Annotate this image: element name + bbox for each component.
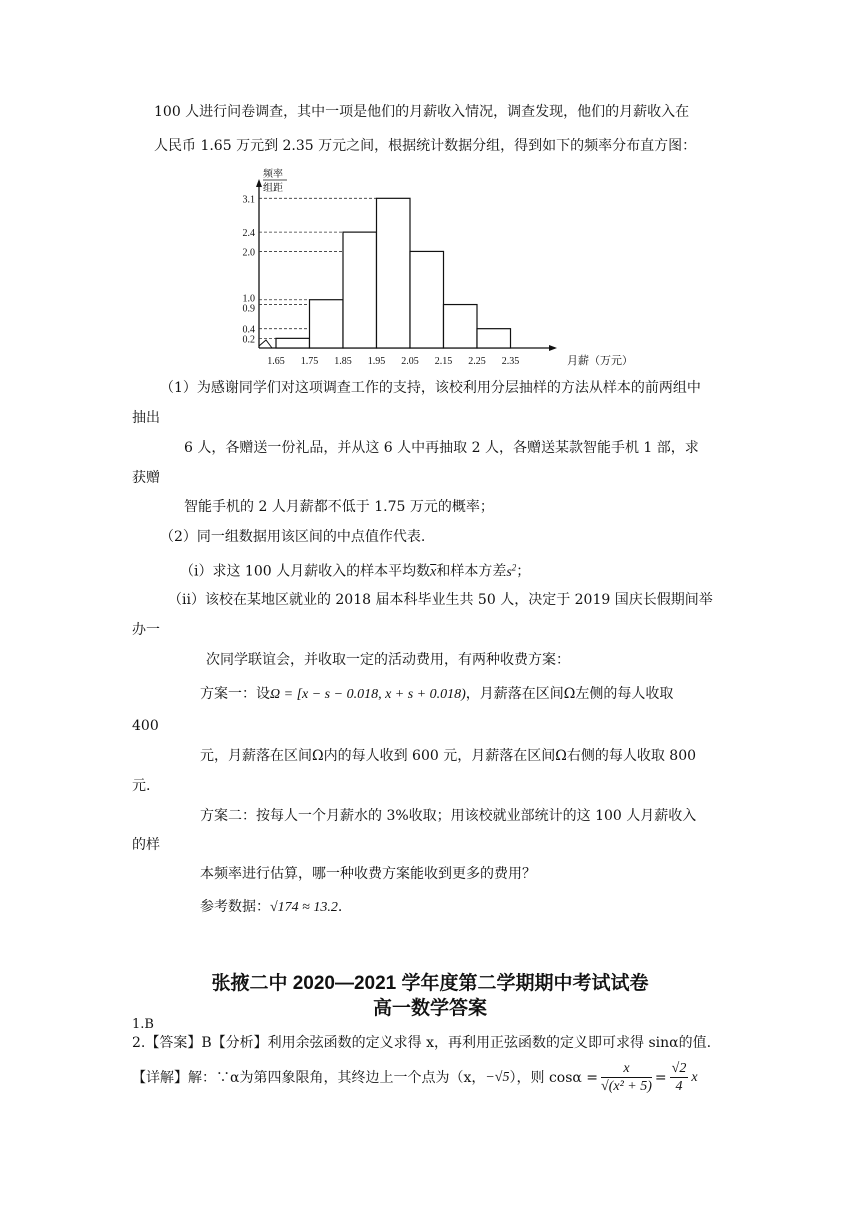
detail-text: 【详解】解：∵α为第四象限角，其终边上一个点为（x， xyxy=(132,1070,486,1086)
fraction-numerator: √2 xyxy=(671,1060,687,1076)
answer-2-detail xyxy=(132,1054,698,1102)
y-axis-label-top: 频率 xyxy=(263,169,283,180)
x-tick-label: 2.25 xyxy=(468,356,486,367)
x-tick-label: 1.85 xyxy=(334,356,352,367)
x-axis-label: 月薪（万元） xyxy=(567,355,633,367)
plan-1-line: 元. xyxy=(132,778,151,794)
plan-1-text: 方案一：设 xyxy=(200,686,270,702)
x-tick-label: 2.05 xyxy=(401,356,419,367)
plan-2-line: 方案二：按每人一个月薪水的 3%收取；用该校就业部统计的这 100 人月薪收入 xyxy=(200,808,697,824)
fraction-numerator: x xyxy=(601,1061,652,1078)
plan-1-text: ，月薪落在区间Ω左侧的每人收取 xyxy=(465,686,674,702)
histogram-bar xyxy=(276,338,310,348)
y-tick-label: 1.0 xyxy=(242,293,255,305)
question-2i-text: ； xyxy=(516,563,531,580)
histogram-bar xyxy=(444,305,478,348)
x-axis-arrow xyxy=(549,345,557,351)
reference-formula: √174 ≈ 13.2 xyxy=(270,900,338,915)
question-2ii-line: 次同学联谊会，并收取一定的活动费用，有两种收费方案： xyxy=(206,652,570,668)
equals-sign: = xyxy=(654,1070,667,1086)
question-2i-text: （i）求这 100 人月薪收入的样本平均数 xyxy=(180,563,431,580)
x-tick-label: 1.95 xyxy=(367,356,386,367)
question-1-line: 获赠 xyxy=(132,470,160,486)
y-tick-label: 0.2 xyxy=(242,334,255,346)
value-fraction xyxy=(670,1061,689,1096)
answer-2: 2.【答案】B【分析】利用余弦函数的定义求得 x，再利用正弦函数的定义即可求得 sinα的值. xyxy=(132,1035,712,1051)
y-tick-label: 0.9 xyxy=(242,303,255,315)
cos-fraction xyxy=(601,1061,652,1096)
x-tick-label: 1.65 xyxy=(267,356,285,367)
frequency-histogram xyxy=(225,165,655,370)
fraction-denominator: √(x² + 5) xyxy=(601,1078,652,1094)
y-tick-label: 0.4 xyxy=(242,324,255,336)
y-axis-label-bottom: 组距 xyxy=(263,183,283,194)
plan-2-line: 本频率进行估算，哪一种收费方案能收到更多的费用？ xyxy=(200,866,536,882)
question-1-line: （1）为感谢同学们对这项调查工作的支持，该校利用分层抽样的方法从样本的前两组中 xyxy=(160,380,701,396)
question-1-line: 6 人，各赠送一份礼品，并从这 6 人中再抽取 2 人，各赠送某款智能手机 1 部，求 xyxy=(184,440,699,456)
y-tick-label: 3.1 xyxy=(242,194,255,206)
variable-x: x xyxy=(691,1070,698,1085)
paragraph-line: 100 人进行问卷调查，其中一项是他们的月薪收入情况，调查发现，他们的月薪收入在 xyxy=(154,104,690,120)
answer-title: 张掖二中 2020—2021 学年度第二学期期中考试试卷 xyxy=(211,973,649,994)
plan-1-line: 400 xyxy=(132,718,159,734)
x-tick-label: 2.15 xyxy=(434,356,453,367)
variance-symbol: $s^2$ xyxy=(506,562,517,580)
question-2ii-line: （ii）该校在某地区就业的 2018 届本科毕业生共 50 人，决定于 2019 国庆长假期间举 xyxy=(168,592,713,608)
question-1-line: 抽出 xyxy=(132,410,160,426)
plan-2-line: 的样 xyxy=(132,837,160,853)
reference-data-line xyxy=(200,897,342,918)
plan-1-line xyxy=(200,684,673,705)
reference-label: 参考数据： xyxy=(200,899,270,915)
histogram-bar xyxy=(410,251,444,348)
question-2ii-line: 办一 xyxy=(132,622,160,638)
plan-1-line: 元，月薪落在区间Ω内的每人收到 600 元，月薪落在区间Ω右侧的每人收取 800 xyxy=(200,748,697,764)
fraction-denominator: 4 xyxy=(675,1078,683,1094)
y-tick-label: 2.4 xyxy=(242,228,255,240)
detail-text: ），则 cosα = xyxy=(509,1070,599,1086)
y-axis-arrow xyxy=(256,179,262,187)
question-2i-line xyxy=(180,557,530,583)
paragraph-line: 人民币 1.65 万元到 2.35 万元之间，根据统计数据分组，得到如下的频率分布直方图： xyxy=(154,138,697,154)
answer-1: 1.B xyxy=(132,1017,154,1032)
histogram-bar xyxy=(377,198,411,348)
mean-symbol: $\overline{x}$ xyxy=(430,564,437,580)
histogram-bar xyxy=(477,329,511,348)
axis-break-mark xyxy=(259,340,272,348)
x-tick-label: 2.35 xyxy=(501,356,520,367)
histogram-bar xyxy=(343,232,377,348)
question-2i-text: 和样本方差 xyxy=(436,563,507,580)
histogram-bar xyxy=(310,300,344,348)
interval-formula: Ω = [x − s − 0.018, x + s + 0.018) xyxy=(270,687,466,702)
question-1-line: 智能手机的 2 人月薪都不低于 1.75 万元的概率； xyxy=(184,499,494,515)
answer-subtitle: 高一数学答案 xyxy=(372,998,487,1019)
point-coordinate: −√5 xyxy=(485,1070,510,1085)
reference-end: . xyxy=(337,899,343,915)
y-tick-label: 2.0 xyxy=(242,247,255,259)
question-2-line: （2）同一组数据用该区间的中点值作代表. xyxy=(160,529,426,545)
x-tick-label: 1.75 xyxy=(300,356,319,367)
